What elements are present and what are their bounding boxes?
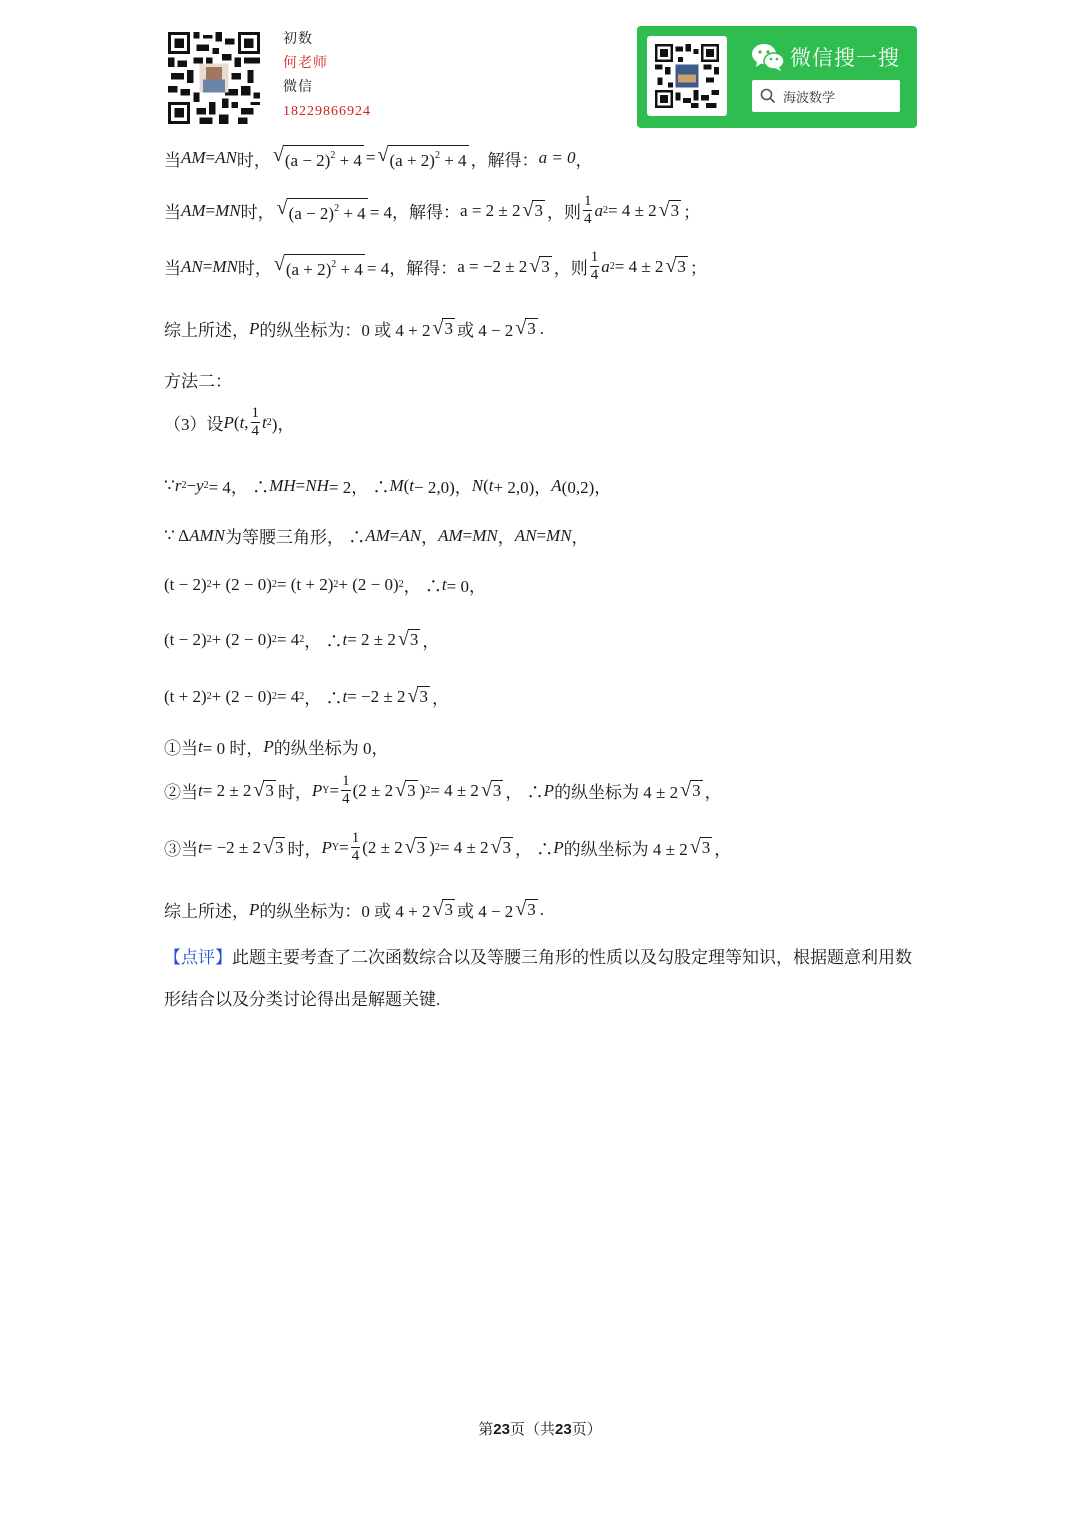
math-var: a: [594, 200, 603, 220]
text: 3: [692, 781, 701, 800]
contact-line-subject: 初数: [283, 32, 313, 47]
math-var: AM: [181, 200, 206, 220]
text: + 4: [335, 151, 362, 170]
text: ；: [689, 259, 707, 278]
math-var: t: [262, 412, 267, 432]
text: 为等腰三角形， ∴: [224, 528, 366, 547]
text: (: [233, 412, 240, 432]
text: ③当: [164, 840, 198, 859]
text: 综上所述，: [164, 321, 249, 340]
math-var: t: [488, 475, 494, 495]
text: 时，: [236, 150, 271, 170]
solution-line-6: [164, 405, 294, 440]
text: a = 2 ± 2: [460, 200, 521, 220]
subscript: Y: [322, 785, 330, 796]
math-var: t: [441, 574, 447, 594]
text: 3: [701, 838, 711, 857]
text: =: [329, 780, 340, 800]
exponent: 2: [330, 150, 336, 161]
text: − 2,0)，: [414, 478, 472, 497]
solution-line-1: [164, 145, 593, 171]
sqrt-expression: √ 3: [490, 836, 512, 858]
text: 3: [407, 781, 416, 800]
sqrt-expression: √ 3: [407, 685, 428, 707]
denominator: 4: [251, 423, 260, 439]
math-var: AN: [215, 148, 237, 167]
solution-line-2: [164, 193, 700, 228]
text: =: [202, 256, 213, 276]
text: ，: [497, 528, 515, 547]
exponent: 2: [299, 691, 305, 702]
text: 页）: [571, 1422, 602, 1438]
fraction: [583, 193, 593, 228]
math-var: MN: [212, 256, 238, 276]
math-expression: a = 0: [538, 148, 576, 167]
sqrt-expression: √ 3: [253, 779, 274, 801]
numerator: 1: [351, 830, 360, 846]
math-var: t: [342, 686, 348, 706]
text: 时，: [240, 203, 275, 222]
math-var: P: [249, 318, 260, 338]
exponent: 2: [266, 417, 272, 428]
text: 3: [492, 781, 502, 800]
math-var: t: [198, 736, 203, 756]
math-var: NH: [305, 475, 329, 495]
text: ，: [421, 528, 439, 547]
text: (t + 2): [164, 686, 207, 706]
denominator: 4: [590, 267, 599, 283]
math-var: MN: [472, 525, 498, 545]
subscript: Y: [331, 842, 340, 853]
text: 3: [670, 201, 680, 220]
text: + (2 − 0): [338, 574, 399, 594]
math-var: t: [198, 780, 203, 800]
sqrt-expression: √ 3: [658, 199, 680, 221]
text: 综上所述，: [164, 902, 249, 921]
text: 3: [541, 257, 550, 276]
contact-info: [283, 28, 371, 124]
exponent: 2: [206, 579, 212, 590]
math-var: P: [321, 837, 332, 857]
text: = 4，解得：: [366, 259, 458, 278]
text: (: [403, 475, 410, 495]
text: =: [536, 525, 547, 545]
text: 时，: [287, 840, 322, 859]
text: 3: [677, 257, 686, 276]
text: (a − 2): [284, 151, 331, 170]
math-var: P: [553, 837, 564, 857]
total-pages: 23: [555, 1421, 572, 1438]
text: 的纵坐标为 4 ± 2: [554, 783, 679, 802]
text: )，: [271, 415, 295, 434]
search-query-text: 海波数学: [783, 91, 836, 106]
text: =: [389, 525, 400, 545]
wechat-search-box[interactable]: [752, 80, 900, 112]
text: 当: [164, 259, 181, 278]
text: ，则: [553, 259, 588, 278]
text: ， ∴: [304, 689, 343, 708]
text: + 2,0)，: [493, 478, 552, 497]
wechat-icon: [751, 42, 785, 72]
math-var: N: [471, 475, 484, 495]
text: (a − 2): [288, 203, 335, 223]
current-page: 23: [493, 1421, 510, 1438]
text: 3: [527, 900, 536, 919]
qr-code-icon: [655, 44, 719, 108]
text: ∵ Δ: [164, 525, 190, 545]
sqrt-expression: √ 3: [665, 255, 686, 277]
sqrt-expression: √ 3: [689, 836, 711, 858]
exponent: 2: [271, 691, 277, 702]
comment-tag: 【点评】: [164, 948, 232, 967]
solution-conclusion-1: [164, 316, 544, 341]
text: 方法二：: [164, 372, 232, 391]
math-var: AN: [514, 525, 537, 545]
math-var: AN: [181, 256, 203, 276]
exponent: 2: [271, 579, 277, 590]
text: =: [295, 475, 306, 495]
text: ②当: [164, 783, 198, 802]
search-icon: [760, 88, 776, 104]
text: (2 ± 2: [362, 837, 403, 857]
math-var: P: [311, 780, 323, 800]
case-three-line: [164, 830, 731, 865]
text: 时，: [277, 783, 312, 802]
text: = 2 ± 2: [347, 629, 396, 649]
comment-paragraph: [164, 937, 924, 1021]
text: + (2 − 0): [211, 686, 272, 706]
exponent: 2: [206, 691, 212, 702]
exponent: 2: [203, 480, 209, 491]
text: ，则: [546, 203, 581, 222]
exponent: 2: [334, 202, 340, 214]
text: ， ∴: [515, 840, 554, 859]
exponent: 2: [434, 842, 440, 853]
contact-line-wechat: 微信: [283, 80, 313, 95]
text: 的纵坐标为 4 ± 2: [563, 840, 688, 859]
fraction: [251, 405, 261, 440]
text: 3: [409, 630, 419, 649]
banner-qr-frame: [647, 36, 727, 116]
math-var: AM: [438, 525, 463, 545]
exponent: 2: [602, 205, 608, 216]
numerator: 1: [251, 405, 260, 421]
denominator: 4: [583, 211, 592, 227]
contact-line-phone: 18229866924: [283, 104, 371, 119]
text: 的纵坐标为 0，: [273, 739, 389, 758]
text: = 0，: [446, 577, 486, 596]
math-var: r: [174, 475, 182, 495]
math-var: AN: [399, 525, 422, 545]
sqrt-expression: √ $(a + 2)^2 + 4$: [273, 252, 363, 279]
denominator: 4: [351, 848, 360, 864]
text: + 4: [339, 203, 366, 223]
text: 或 4 − 2: [456, 321, 514, 340]
math-var: A: [551, 475, 562, 495]
math-var: t: [239, 412, 245, 432]
text: (t − 2): [164, 574, 207, 594]
text: 3: [527, 319, 536, 338]
text: + (2 − 0): [211, 629, 272, 649]
sqrt-expression: √ 3: [522, 199, 543, 221]
text: ): [429, 837, 435, 857]
math-var: P: [249, 899, 260, 919]
text: = −2 ± 2: [347, 686, 406, 706]
text: = 4， ∴: [208, 478, 270, 497]
text: ，解得：: [470, 150, 539, 170]
text: = (t + 2): [276, 574, 334, 594]
text: ①当: [164, 739, 198, 758]
text: −: [186, 475, 197, 495]
text: 的纵坐标为：0 或 4 + 2: [259, 902, 431, 921]
text: = 4 ± 2: [607, 200, 657, 220]
text: ， ∴: [505, 783, 544, 802]
text: = 2 ± 2: [202, 780, 252, 800]
text: 或 4 − 2: [456, 902, 514, 921]
method-two-heading: [164, 367, 232, 392]
text: （3）设: [164, 415, 224, 434]
exponent: 2: [434, 150, 440, 161]
sqrt-expression: √ 3: [680, 779, 701, 801]
text: ，: [714, 840, 732, 859]
text: (0,2)，: [561, 478, 612, 497]
math-var: AM: [181, 148, 206, 167]
fraction: [590, 249, 600, 284]
text: ， ∴: [403, 577, 442, 596]
math-var: t: [198, 837, 203, 857]
exponent: 2: [425, 785, 431, 796]
text: =: [205, 148, 216, 167]
math-var: P: [263, 736, 274, 756]
text: = 4: [276, 686, 300, 706]
math-var: P: [223, 412, 234, 432]
text: = 0 时，: [202, 739, 264, 758]
text: =: [205, 200, 216, 220]
solution-line-11: [164, 684, 449, 709]
exponent: 2: [299, 634, 305, 645]
text: (a + 2): [389, 151, 435, 170]
solution-line-10: [164, 627, 439, 652]
math-var: t: [342, 629, 348, 649]
solution-line-9: [164, 572, 486, 597]
text: = 2， ∴: [328, 478, 390, 497]
numerator: 1: [590, 249, 599, 265]
exponent: 2: [206, 634, 212, 645]
qr-code-icon: [168, 32, 260, 124]
text: (2 ± 2: [352, 780, 394, 800]
sqrt-expression: √ 3: [529, 255, 550, 277]
sqrt-expression: √ 3: [515, 317, 536, 339]
solution-line-8: [164, 523, 589, 548]
sqrt-expression: √ 3: [395, 779, 416, 801]
case-one-line: [164, 734, 388, 759]
math-var: AMN: [189, 525, 225, 545]
sqrt-expression: √ 3: [480, 779, 502, 801]
text: 3: [419, 687, 428, 706]
text: 3: [444, 900, 453, 919]
text: (t − 2): [164, 629, 207, 649]
text: = 4 ± 2: [430, 780, 479, 800]
text: ，: [571, 528, 589, 547]
math-var: y: [196, 475, 204, 495]
text: ， ∴: [304, 632, 343, 651]
text: ): [419, 780, 426, 800]
sqrt-expression: √ 3: [432, 898, 453, 920]
text: = 4 ± 2: [614, 256, 664, 276]
text: ,: [244, 412, 249, 432]
page-number: [0, 1418, 1080, 1439]
exponent: 2: [331, 258, 337, 270]
case-two-line: [164, 773, 722, 808]
text: 页（共: [509, 1422, 555, 1438]
sqrt-expression: √ $(a - 2)^2 + 4$: [272, 144, 362, 170]
text: 当: [164, 150, 181, 170]
sqrt-expression: √ $(a - 2)^2 + 4$: [276, 196, 366, 223]
text: 时，: [237, 259, 272, 278]
text: + 4: [439, 151, 467, 170]
text: 3: [274, 838, 284, 857]
solution-line-7: [164, 473, 611, 498]
text: .: [539, 899, 545, 919]
solution-line-3: [164, 249, 707, 284]
sqrt-expression: √ 3: [404, 836, 426, 858]
text: 3: [265, 781, 274, 800]
math-var: MN: [546, 525, 572, 545]
math-var: MH: [269, 475, 296, 495]
text: 3: [534, 201, 543, 220]
text: ，: [704, 783, 722, 802]
text: =: [462, 525, 473, 545]
math-var: AM: [365, 525, 390, 545]
text: = −2 ± 2: [202, 837, 261, 857]
exponent: 2: [398, 579, 404, 590]
text: ，: [575, 150, 593, 170]
exponent: 2: [181, 480, 187, 491]
comment-text: 此题主要考查了二次函数综合以及等腰三角形的性质以及勾股定理等知识，根据题意利用数形结合以及分类讨论得出是解题关键.: [164, 948, 912, 1009]
fraction: [351, 830, 361, 865]
math-var: MN: [215, 200, 241, 220]
sqrt-expression: √ 3: [432, 317, 453, 339]
exponent: 2: [609, 261, 615, 272]
exponent: 2: [271, 634, 277, 645]
text: =: [339, 837, 349, 857]
math-var: a: [601, 256, 610, 276]
sqrt-expression: √ 3: [515, 898, 536, 920]
text: (: [483, 475, 489, 495]
wechat-search-banner: [637, 26, 917, 128]
text: 3: [444, 319, 453, 338]
text: = 4: [276, 629, 300, 649]
math-var: P: [543, 780, 555, 800]
contact-line-teacher: 何老师: [283, 56, 328, 71]
text: a = −2 ± 2: [457, 256, 528, 276]
sqrt-expression: √ 3: [397, 628, 419, 650]
text: 3: [502, 838, 512, 857]
sqrt-expression: √ 3: [263, 836, 284, 858]
text: ，: [422, 632, 440, 651]
denominator: 4: [342, 791, 350, 807]
numerator: 1: [342, 773, 350, 789]
math-var: t: [409, 475, 415, 495]
text: .: [539, 318, 545, 338]
text: + 4: [336, 259, 363, 279]
text: ∵: [164, 475, 175, 495]
solution-conclusion-2: [164, 897, 544, 922]
text: 的纵坐标为：0 或 4 + 2: [259, 321, 431, 340]
numerator: 1: [583, 193, 592, 209]
text: =: [365, 148, 376, 167]
text: 当: [164, 203, 181, 222]
text: (a + 2): [285, 259, 332, 279]
text: 3: [416, 838, 426, 857]
text: 第: [478, 1422, 494, 1438]
text: = 4 ± 2: [439, 837, 489, 857]
sqrt-expression: √ $(a + 2)^2 + 4$: [377, 144, 467, 170]
exponent: 2: [333, 579, 339, 590]
text: = 4，解得：: [369, 203, 461, 222]
text: ，: [431, 689, 449, 708]
math-var: M: [389, 475, 404, 495]
fraction: [341, 773, 351, 808]
wechat-search-title: 微信搜一搜: [790, 46, 900, 70]
text: ；: [683, 203, 701, 222]
text: + (2 − 0): [211, 574, 272, 594]
